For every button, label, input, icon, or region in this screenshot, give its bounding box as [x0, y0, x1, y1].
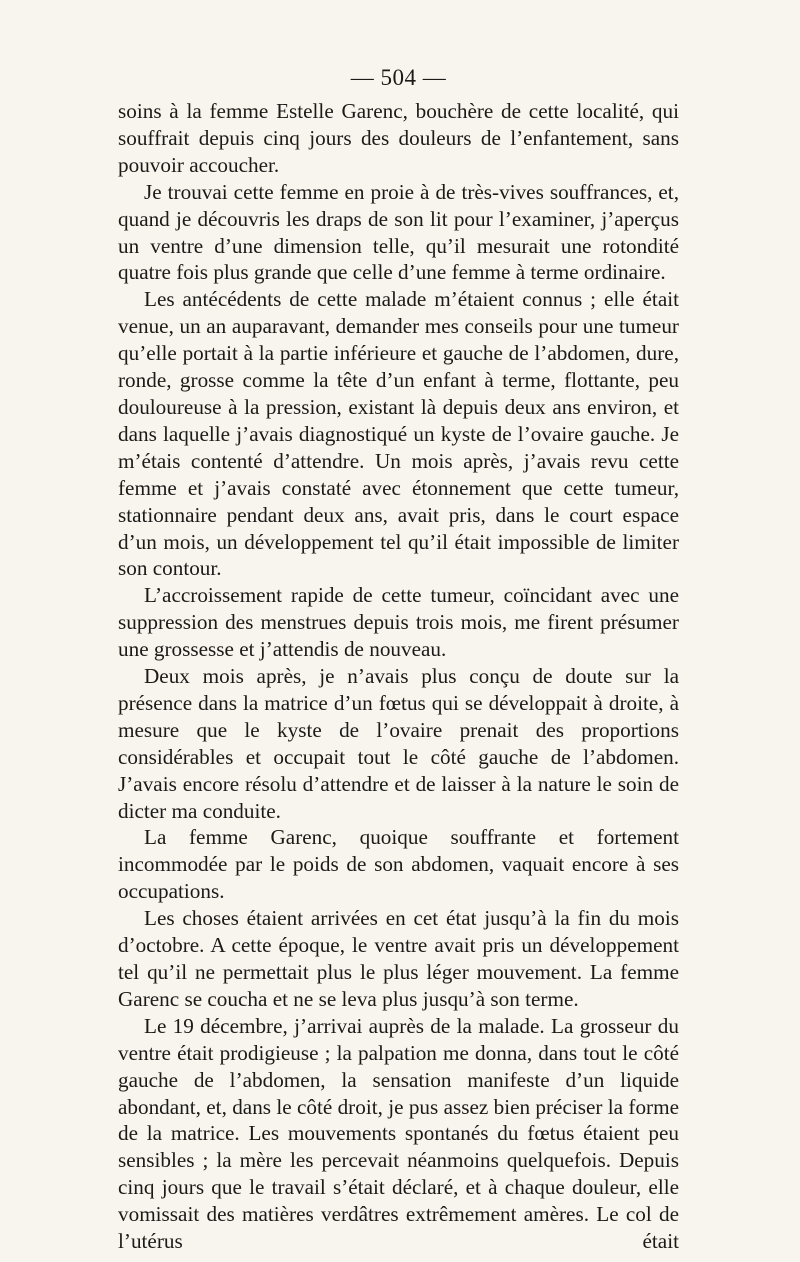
paragraph-1: soins à la femme Estelle Garenc, bouchère de cette localité, qui souffrait depuis cinq jours des douleurs de l’enfantement, sans pouvoir accoucher. [118, 99, 679, 177]
paragraph-7: Les choses étaient arrivées en cet état jusqu’à la fin du mois d’octobre. A cette époque, le ventre avait pris un développement tel qu’il ne permettait plus le plus léger mouvement. La femme Garenc se coucha et ne se leva plus jusqu’à son terme. [118, 906, 679, 1011]
page-number: — 504 — [350, 65, 447, 90]
paragraph-6: La femme Garenc, quoique souffrante et fortement incommodée par le poids de son abdomen, vaquait encore à ses occupations. [118, 825, 679, 904]
body-text [118, 98, 679, 1255]
paragraph-4: L’accroissement rapide de cette tumeur, coïncidant avec une suppression des menstrues depuis trois mois, me firent présumer une grossesse et j’attendis de nouveau. [118, 583, 679, 662]
paragraph-8: Le 19 décembre, j’arrivai auprès de la malade. La grosseur du ventre était prodigieuse ; la palpation me donna, dans tout le côté gauche de l’abdomen, la sensation manifeste d’un liquide abondant, et, dans le côté droit, je pus assez bien préciser la forme de la matrice. Les mouvements spontanés du fœtus étaient peu sensibles ; la mère les percevait néanmoins quelquefois. Depuis cinq jours que le travail s’était déclaré, et à chaque douleur, elle vomissait des matières verdâtres extrêmement amères. Le col de l’utérus était [118, 1013, 679, 1254]
paragraph-5: Deux mois après, je n’avais plus conçu de doute sur la présence dans la matrice d’un fœtus qui se développait à droite, à mesure que le kyste de l’ovaire prenait des proportions considérables et occupait tout le côté gauche de l’abdomen. J’avais encore résolu d’attendre et de laisser à la nature le soin de dicter ma conduite. [118, 664, 679, 823]
paragraph-2: Je trouvai cette femme en proie à de très-vives souffrances, et, quand je découvris les draps de son lit pour l’examiner, j’aperçus un ventre d’une dimension telle, qu’il mesurait une rotondité quatre fois plus grande que celle d’une femme à terme ordinaire. [118, 179, 679, 285]
paragraph-3: Les antécédents de cette malade m’étaient connus ; elle était venue, un an auparavant, demander mes conseils pour une tumeur qu’elle portait à la partie inférieure et gauche de l’abdomen, dure, ronde, grosse comme la tête d’un enfant à terme, flottante, peu douloureuse à la pression, existant là depuis deux ans environ, et dans laquelle j’avais diagnostiqué un kyste de l’ovaire gauche. Je m’étais contenté d’attendre. Un mois après, j’avais revu cette femme et j’avais constaté avec étonnement que cette tumeur, stationnaire pendant deux ans, avait pris, dans le court espace d’un mois, un développement tel qu’il était impossible de limiter son contour. [118, 287, 679, 581]
